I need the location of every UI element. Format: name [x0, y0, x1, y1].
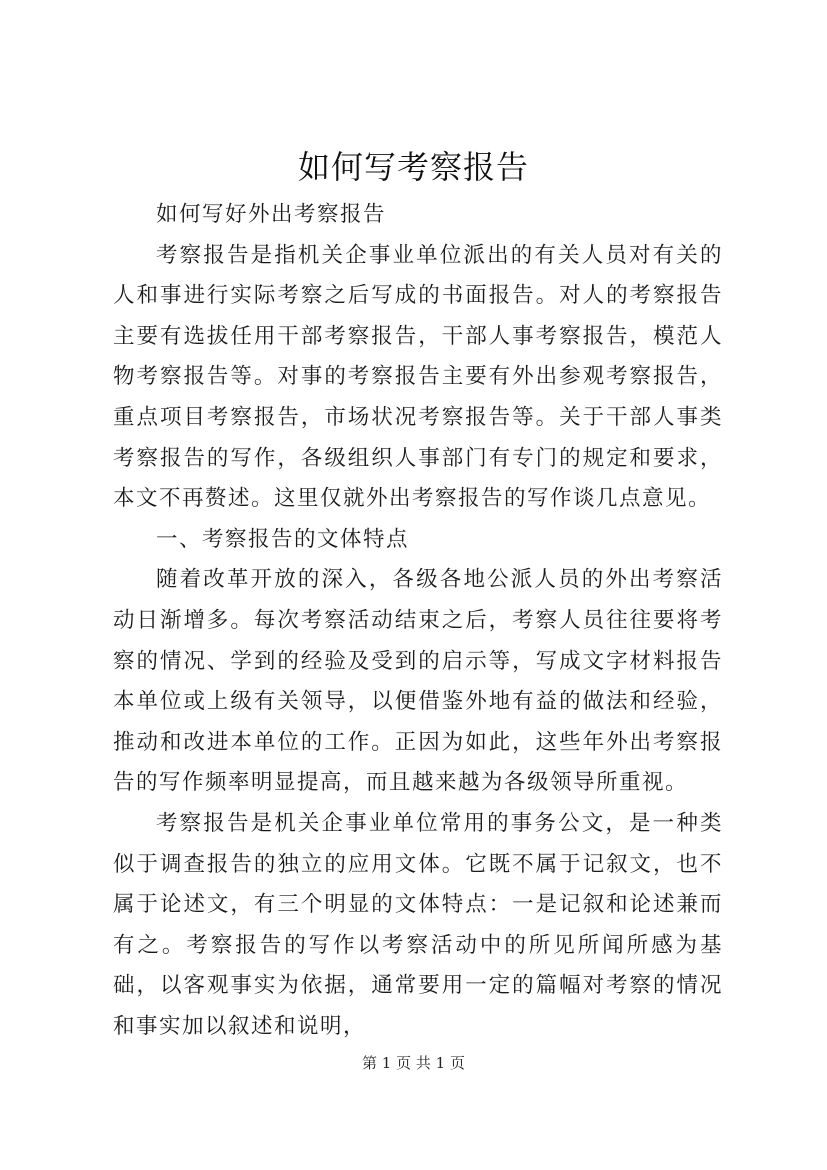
subtitle-paragraph: 如何写好外出考察报告: [156, 202, 387, 227]
document-title: 如何写考察报告: [297, 148, 529, 186]
body-paragraph: 考察报告是机关企事业单位常用的事务公文，是一种类似于调查报告的独立的应用文体。它既不属于记叙文，也不属于论述文，有三个明显的文体特点：一是记叙和论述兼而有之。考察报告的写作以考察活动中的所见所闻所感为基础，以客观事实为依据，通常要用一定的篇幅对考察的情况和事实加以叙述和说明，: [113, 810, 723, 1039]
page-number-footer: 第 1 页 共 1 页: [362, 1054, 465, 1072]
document-body: [113, 195, 723, 1047]
body-paragraph: 考察报告是指机关企事业单位派出的有关人员对有关的人和事进行实际考察之后写成的书面报告。对人的考察报告主要有选拔任用干部考察报告，干部人事考察报告，模范人物考察报告等。对事的考察报告主要有外出参观考察报告，重点项目考察报告，市场状况考察报告等。关于干部人事类考察报告的写作，各级组织人事部门有专门的规定和要求，本文不再赘述。这里仅就外出考察报告的写作谈几点意见。: [113, 242, 723, 512]
body-paragraph: 随着改革开放的深入，各级各地公派人员的外出考察活动日渐增多。每次考察活动结束之后，考察人员往往要将考察的情况、学到的经验及受到的启示等，写成文字材料报告本单位或上级有关领导，以便借鉴外地有益的做法和经验，推动和改进本单位的工作。正因为如此，这些年外出考察报告的写作频率明显提高，而且越来越为各级领导所重视。: [113, 567, 723, 796]
section-heading: 一、考察报告的文体特点: [156, 526, 410, 552]
